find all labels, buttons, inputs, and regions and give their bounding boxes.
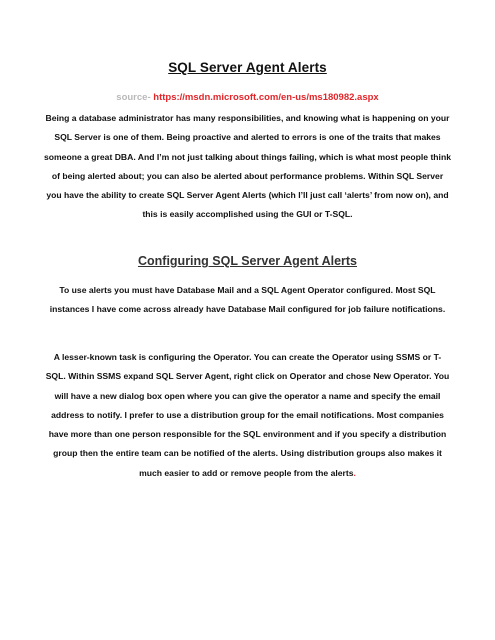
section-heading: Configuring SQL Server Agent Alerts <box>137 254 357 268</box>
page-title: SQL Server Agent Alerts <box>168 60 327 75</box>
trailing-period: . <box>353 467 356 478</box>
source-line <box>0 92 495 103</box>
section-paragraph-2 <box>44 348 451 483</box>
source-label: source- <box>116 92 151 103</box>
section-paragraph-2-text: A lesser-known task is configuring the Operator. You can create the Operator using SSMS or T-SQL. Within SSMS expand SQL Server Agent, right click on Operator and chose New Operator. You will have a new dialog box open where you can give the operator a name and specify the email address to notify. I prefer to use a distribution group for the email notifications. Most companies have more than one person responsible for the SQL environment and if you specify a distribution group then the entire team can be notified of the alerts. Using distribution groups also makes it much easier to add or remove people from the alerts <box>45 352 450 478</box>
intro-paragraph: Being a database administrator has many responsibilities, and knowing what is happening on your SQL Server is one of them. Being proactive and alerted to errors is one of the traits that makes someone a great DBA. And I’m not just talking about things failing, which is what most people think of being alerted about; you can also be alerted about performance problems. Within SQL Server you have the ability to create SQL Server Agent Alerts (which I’ll just call ‘alerts’ from now on), and this is easily accomplished using the GUI or T-SQL. <box>44 113 451 220</box>
section-paragraph-1: To use alerts you must have Database Mail and a SQL Agent Operator configured. Most SQL instances I have come across already have Database Mail configured for job failure notifications. <box>49 285 446 315</box>
source-url-link[interactable]: https://msdn.microsoft.com/en-us/ms180982.aspx <box>153 92 379 103</box>
